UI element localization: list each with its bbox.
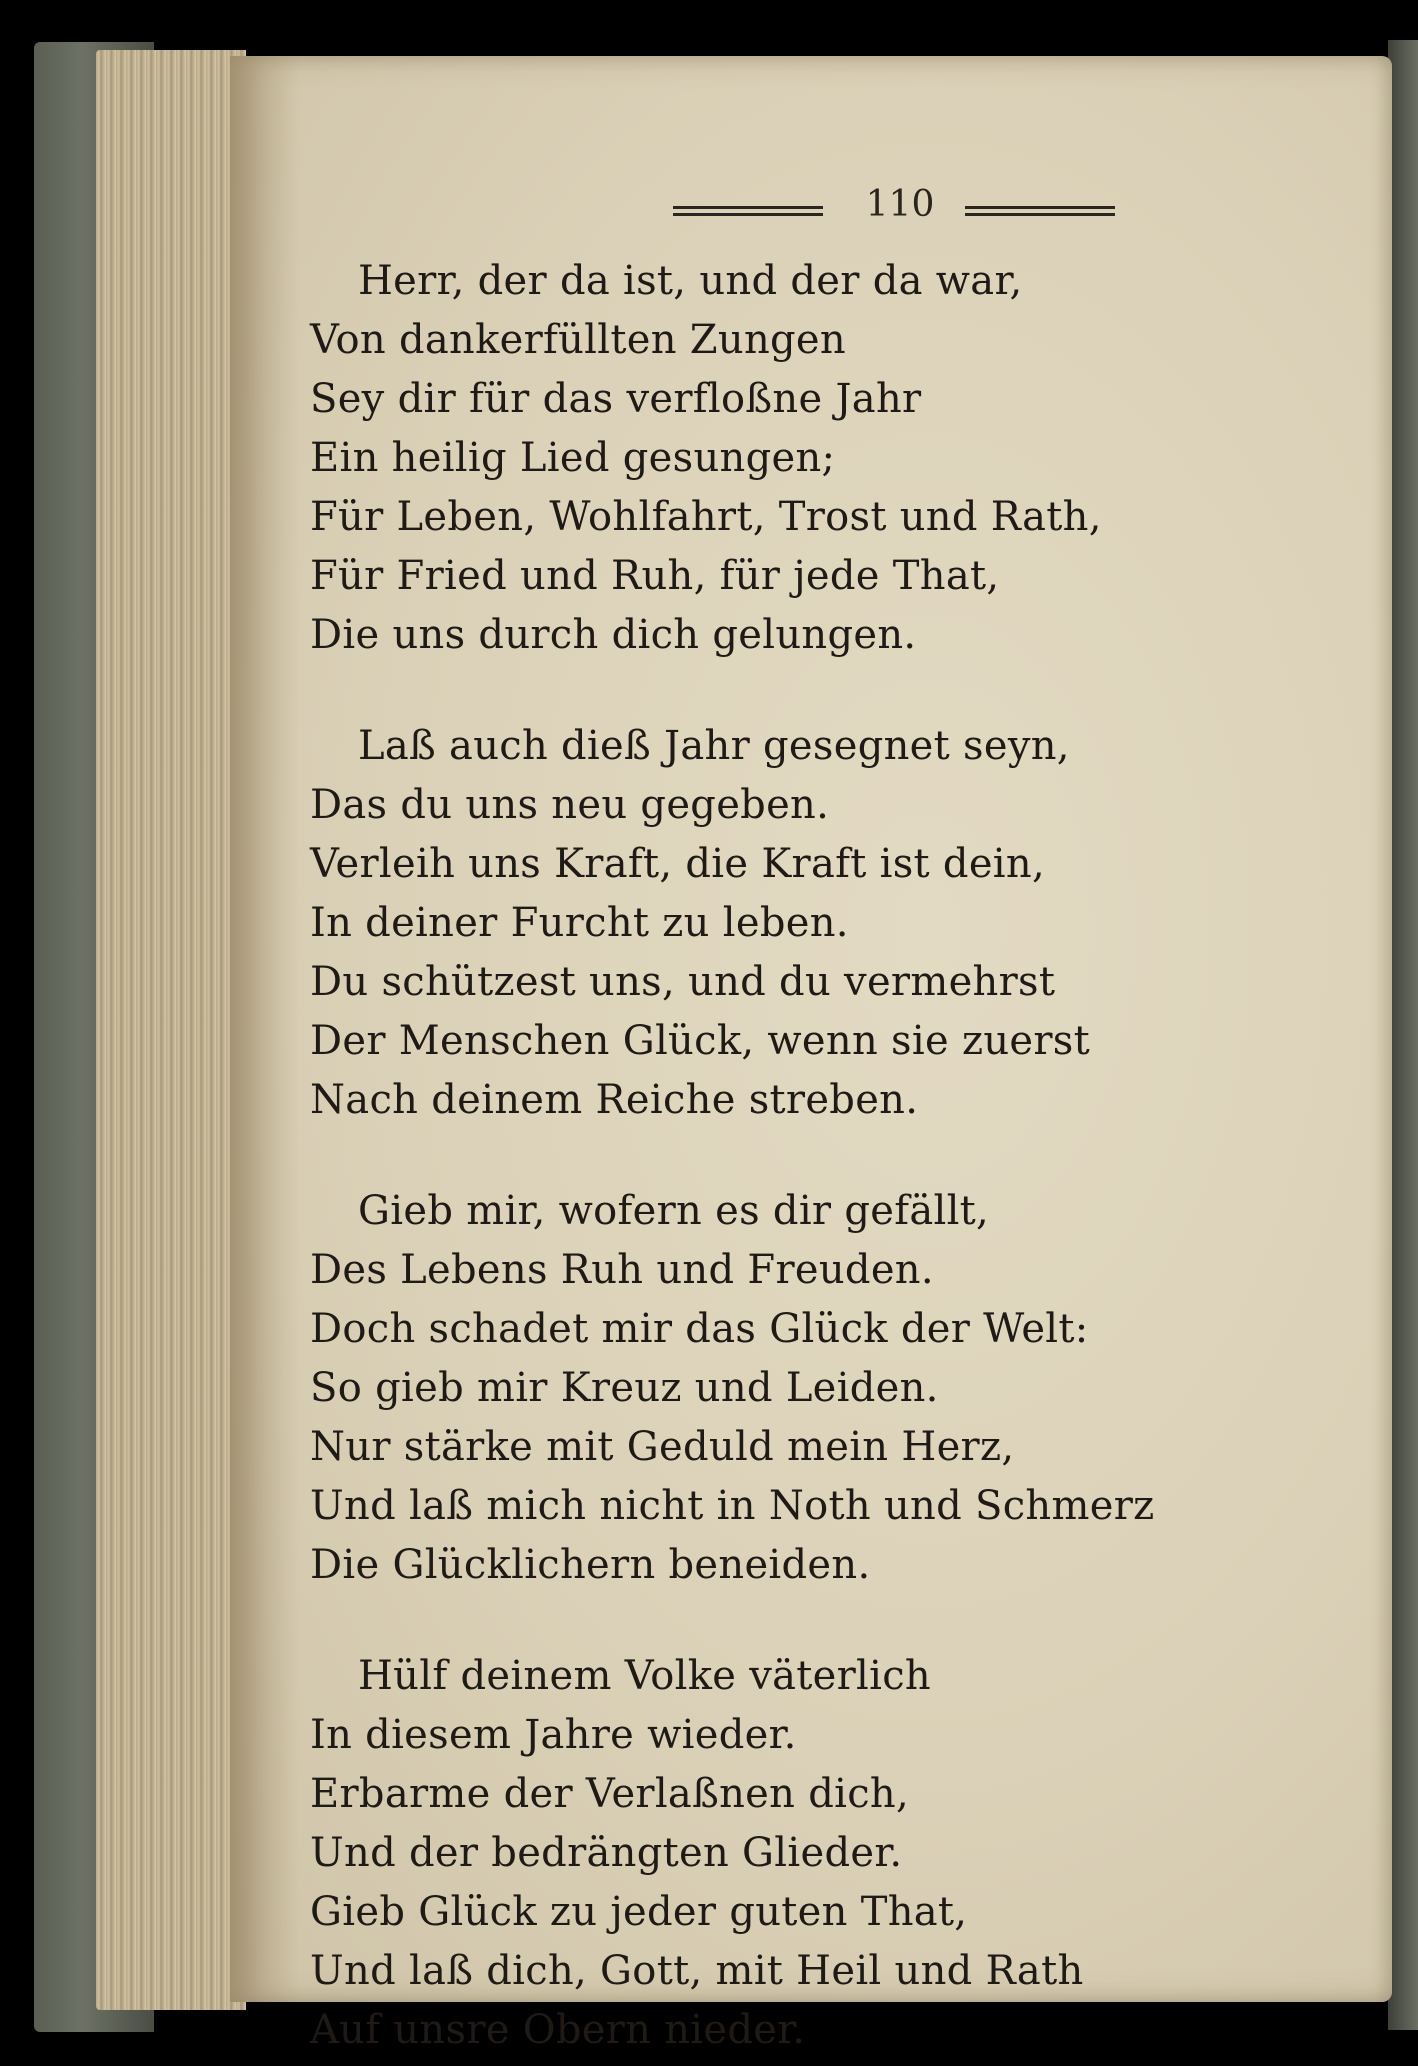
poem-line: In deiner Furcht zu leben.	[310, 900, 849, 946]
stanza-3	[310, 1182, 1320, 1595]
stanza-2	[310, 717, 1320, 1130]
stanza-1	[310, 252, 1320, 665]
header-rule-left	[673, 206, 823, 216]
poem-text	[310, 252, 1320, 2066]
poem-line: Und der bedrängten Glieder.	[310, 1830, 903, 1876]
poem-line: Herr, der da ist, und der da war,	[358, 258, 1023, 304]
poem-line: Nur stärke mit Geduld mein Herz,	[310, 1424, 1015, 1470]
book-page	[230, 56, 1392, 2053]
poem-line: Und laß dich, Gott, mit Heil und Rath	[310, 1948, 1084, 1994]
book-cover-right	[1388, 40, 1418, 2030]
poem-line: Erbarme der Verlaßnen dich,	[310, 1771, 909, 1817]
poem-line: Das du uns neu gegeben.	[310, 782, 830, 828]
poem-line: Doch schadet mir das Glück der Welt:	[310, 1306, 1089, 1352]
page-number: 110	[865, 184, 935, 225]
poem-line: Hülf deinem Volke väterlich	[358, 1653, 931, 1699]
poem-line: Sey dir für das verfloßne Jahr	[310, 376, 922, 422]
page-gutter-shadow	[230, 56, 300, 2002]
poem-line: Die Glücklichern beneiden.	[310, 1542, 871, 1588]
poem-line: So gieb mir Kreuz und Leiden.	[310, 1365, 939, 1411]
header-rule-right	[965, 206, 1115, 216]
poem-line: Gieb Glück zu jeder guten That,	[310, 1889, 968, 1935]
poem-line: Gieb mir, wofern es dir gefällt,	[358, 1188, 990, 1234]
poem-line: Für Fried und Ruh, für jede That,	[310, 553, 1000, 599]
poem-line: Von dankerfüllten Zungen	[310, 317, 846, 363]
stanza-4	[310, 1647, 1320, 2060]
page-edges	[96, 50, 246, 2010]
poem-line: Auf unsre Obern nieder.	[310, 2007, 806, 2053]
poem-line: Laß auch dieß Jahr gesegnet seyn,	[358, 723, 1070, 769]
poem-line: Nach deinem Reiche streben.	[310, 1077, 919, 1123]
poem-line: Und laß mich nicht in Noth und Schmerz	[310, 1483, 1155, 1529]
page-header	[230, 184, 1392, 244]
poem-line: Die uns durch dich gelungen.	[310, 612, 917, 658]
poem-line: Ein heilig Lied gesungen;	[310, 435, 836, 481]
poem-line: Des Lebens Ruh und Freuden.	[310, 1247, 934, 1293]
poem-line: Der Menschen Glück, wenn sie zuerst	[310, 1018, 1090, 1064]
poem-line: Verleih uns Kraft, die Kraft ist dein,	[310, 841, 1045, 887]
poem-line: Für Leben, Wohlfahrt, Trost und Rath,	[310, 494, 1102, 540]
poem-line: In diesem Jahre wieder.	[310, 1712, 797, 1758]
poem-line: Du schützest uns, und du vermehrst	[310, 959, 1056, 1005]
